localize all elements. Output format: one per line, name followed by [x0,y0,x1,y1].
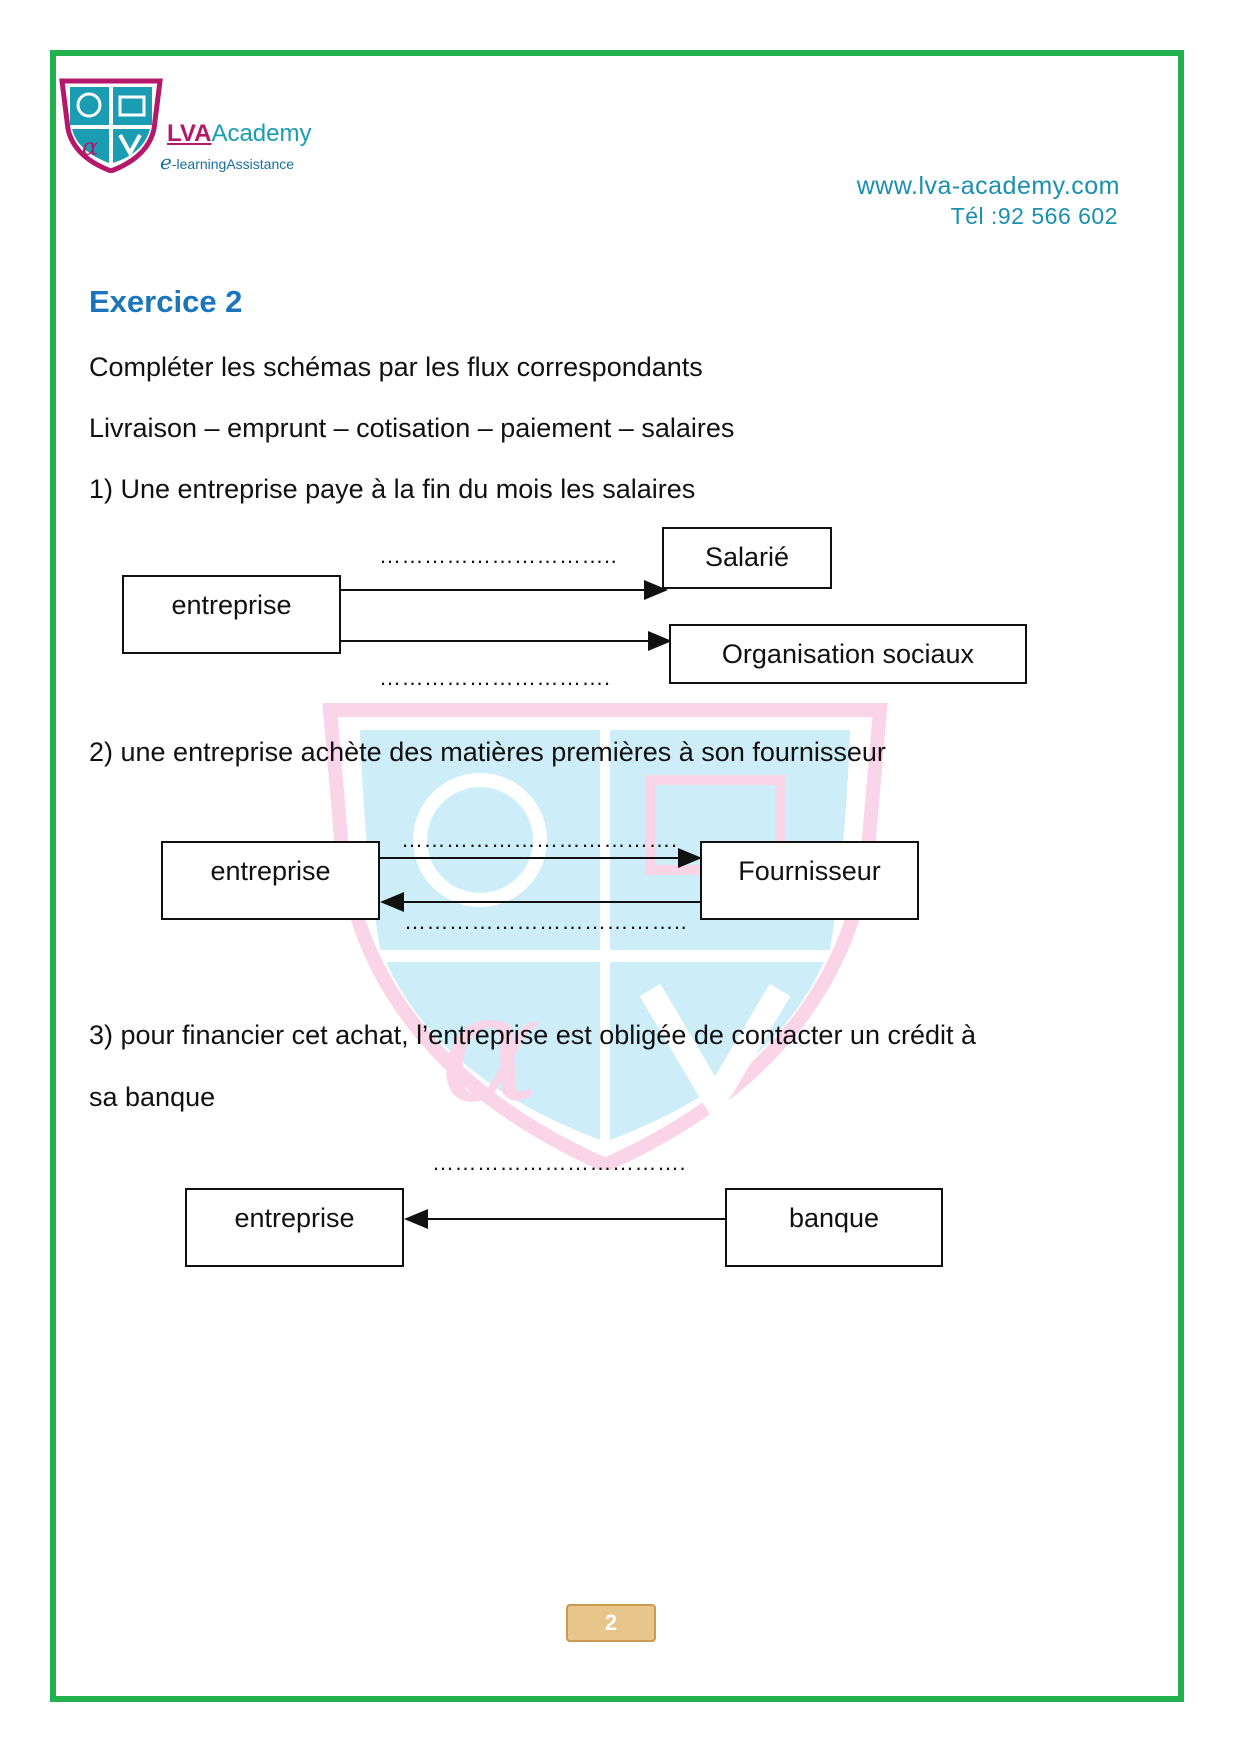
logo-brand: LVAAcademy [167,120,312,147]
question-2: 2) une entreprise achète des matières premières à son fournisseur [89,737,886,767]
phone-number: Tél :92 566 602 [950,203,1118,229]
svg-text:α: α [440,962,542,1136]
page-number: 2 [566,1604,656,1642]
diagram3-banque-box: banque [725,1188,943,1267]
diagram2-entreprise-box: entreprise [161,841,380,920]
svg-text:α: α [82,133,99,161]
diagram1-blank-top[interactable]: ………………………….. [379,543,618,568]
question-3-line-1: 3) pour financier cet achat, l’entreprise est obligée de contacter un crédit à [89,1020,977,1050]
diagram2-blank-bottom[interactable]: ……………………………….. [404,909,688,934]
logo-tagline: e-learningAssistance [160,150,295,174]
question-3-line-2: sa banque [89,1082,216,1112]
diagram3-entreprise-box: entreprise [185,1188,404,1267]
instruction-text: Compléter les schémas par les flux correspondants [89,352,703,382]
diagram1-organisation-box: Organisation sociaux [669,624,1027,684]
diagram1-entreprise-box: entreprise [122,575,341,654]
diagram2-fournisseur-box: Fournisseur [700,841,919,920]
diagram2-blank-top[interactable]: ………………………………. [401,827,678,852]
word-bank: Livraison – emprunt – cotisation – paiement – salaires [89,413,735,443]
question-1: 1) Une entreprise paye à la fin du mois les salaires [89,474,696,504]
diagram1-blank-bottom[interactable]: …………………………. [379,665,611,690]
diagram1-salarie-box: Salarié [662,527,832,589]
exercise-title: Exercice 2 [89,284,243,319]
website-link[interactable]: www.lva-academy.com [856,172,1120,200]
diagram3-blank[interactable]: ……………………………. [432,1150,687,1175]
